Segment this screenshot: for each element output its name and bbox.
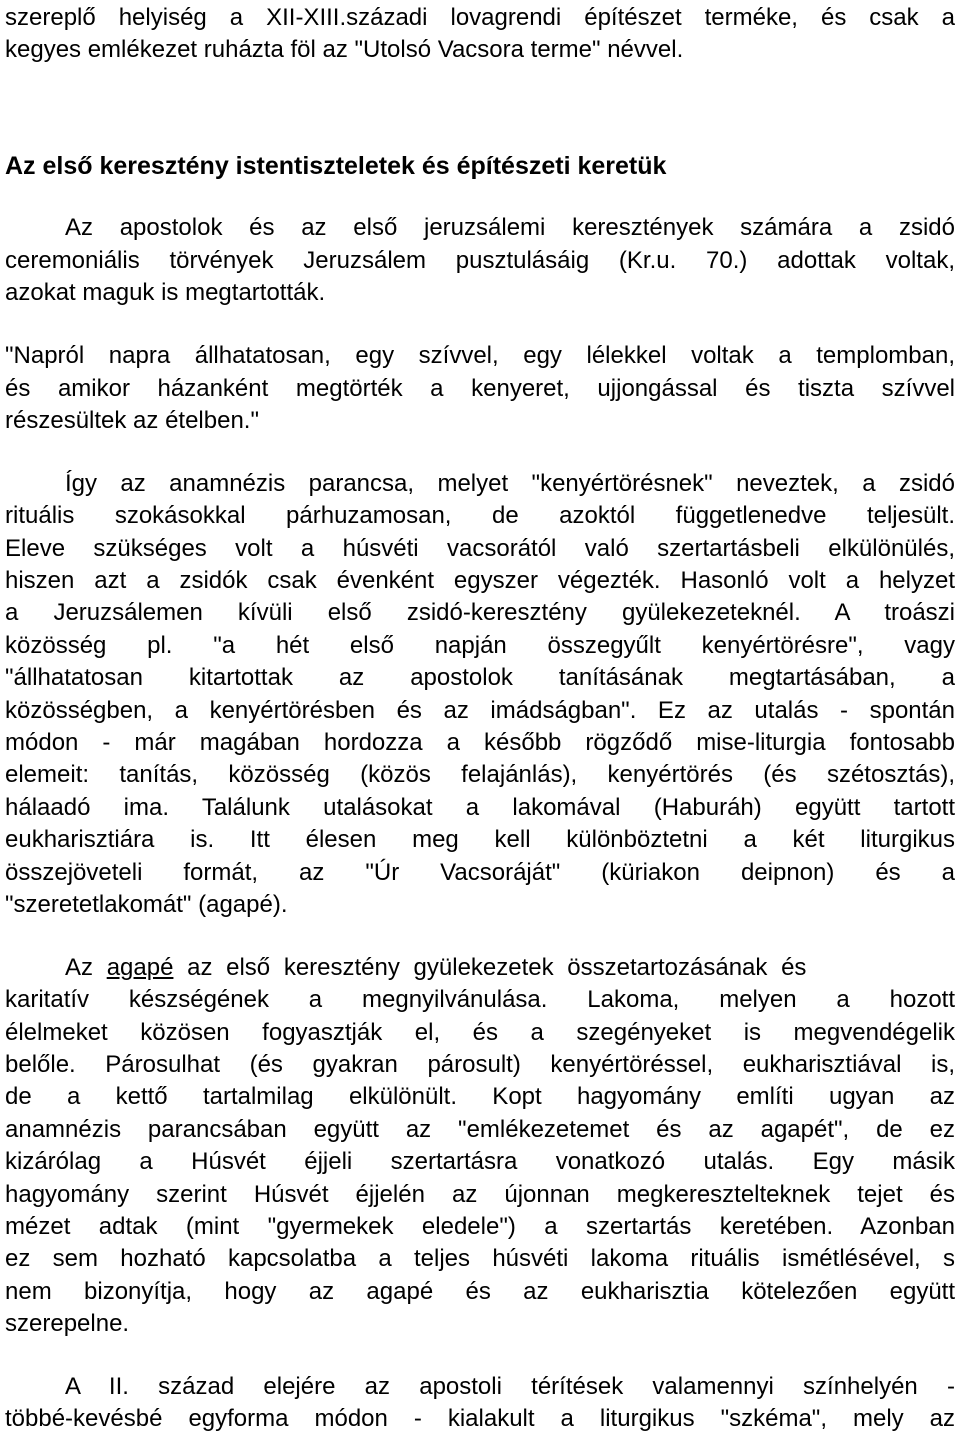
text-line: hálaadó ima. Találunk utalásokat a lakomával (Haburáh) együtt tartott — [5, 794, 955, 821]
text-line: "Napról napra állhatatosan, egy szívvel, egy lélekkel voltak a templomban, — [5, 342, 955, 369]
text-line: belőle. Párosulhat (és gyakran párosult) kenyértöréssel, eukharisztiával is, — [5, 1051, 955, 1078]
text-line: anamnézis parancsában együtt az "emlékezetemet és az agapét", de ez — [5, 1116, 955, 1143]
text-line: azokat maguk is megtartották. — [5, 279, 326, 306]
text-line: A II. század elejére az apostoli térítések valamennyi színhelyén - — [65, 1373, 955, 1400]
text-line: hiszen azt a zsidók csak évenként egyszer végezték. Hasonló volt a helyzet — [5, 567, 955, 594]
agape-link[interactable]: agapé — [106, 954, 174, 981]
text-line: rituális szokásokkal párhuzamosan, de azoktól függetlenedve teljesült. — [5, 502, 955, 529]
text-fragment: Az — [65, 954, 107, 981]
text-line: "állhatatosan kitartottak az apostolok tanításának megtartásában, a — [5, 664, 955, 691]
text-line: Így az anamnézis parancsa, melyet "kenyértörésnek" neveztek, a zsidó — [65, 470, 955, 497]
text-line: élelmeket közösen fogyasztják el, és a szegényeket is megvendégelik — [5, 1019, 955, 1046]
text-line: kizárólag a Húsvét éjjeli szertartásra vonatkozó utalás. Egy másik — [5, 1148, 955, 1175]
text-line: szerepelne. — [5, 1310, 130, 1337]
text-line: a Jeruzsálemen kívüli első zsidó-keresztény gyülekezeteknél. A troászi — [5, 599, 955, 626]
text-line — [65, 952, 955, 984]
text-line: összejöveteli formát, az "Úr Vacsoráját" (küriakon deipnon) és a — [5, 859, 955, 886]
text-line: ceremoniális törvények Jeruzsálem pusztulásáig (Kr.u. 70.) adottak voltak, — [5, 247, 955, 274]
text-line: közösségben, a kenyértörésben és az imádságban". Ez az utalás - spontán — [5, 697, 955, 724]
text-line: karitatív készségének a megnyilvánulása. Lakoma, melyen a hozott — [5, 986, 955, 1013]
text-line: módon - már magában hordozza a később rögződő mise-liturgia fontosabb — [5, 729, 955, 756]
text-line: de a kettő tartalmilag elkülönült. Kopt hagyomány említi ugyan az — [5, 1083, 955, 1110]
text-line: mézet adtak (mint "gyermekek eledele") a szertartás keretében. Azonban — [5, 1213, 955, 1240]
text-line: elemeit: tanítás, közösség (közös felajánlás), kenyértörés (és szétosztás), — [5, 761, 955, 788]
text-line: Eleve szükséges volt a húsvéti vacsorától való szertartásbeli elkülönülés, — [5, 535, 955, 562]
text-line: többé-kevésbé egyforma módon - kialakult a liturgikus "szkéma", mely az — [5, 1405, 955, 1432]
text-line: ez sem hozható kapcsolatba a teljes húsvéti lakoma rituális ismétlésével, s — [5, 1245, 955, 1272]
text-line: kegyes emlékezet ruházta föl az "Utolsó Vacsora terme" névvel. — [5, 36, 684, 63]
text-line: és amikor házanként megtörték a kenyeret, ujjongással és tiszta szívvel — [5, 375, 955, 402]
text-line: részesültek az ételben." — [5, 407, 259, 434]
text-line: hagyomány szerint Húsvét éjjelén az újonnan megkeresztelteknek tejet és — [5, 1181, 955, 1208]
text-line: eukharisztiára is. Itt élesen meg kell különböztetni a két liturgikus — [5, 826, 955, 853]
text-line: közösség pl. "a hét első napján összegyűlt kenyértörésre", vagy — [5, 632, 955, 659]
section-heading: Az első keresztény istentiszteletek és építészeti keretük — [5, 152, 667, 180]
text-fragment: az első keresztény gyülekezetek összetartozásának és — [173, 954, 807, 981]
text-line: szereplő helyiség a XII-XIII.századi lovagrendi építészet terméke, és csak a — [5, 4, 955, 31]
text-line: nem bizonyítja, hogy az agapé és az eukharisztia kötelezően együtt — [5, 1278, 955, 1305]
text-line: "szeretetlakomát" (agapé). — [5, 891, 288, 918]
text-line: Az apostolok és az első jeruzsálemi keresztények számára a zsidó — [65, 214, 955, 241]
